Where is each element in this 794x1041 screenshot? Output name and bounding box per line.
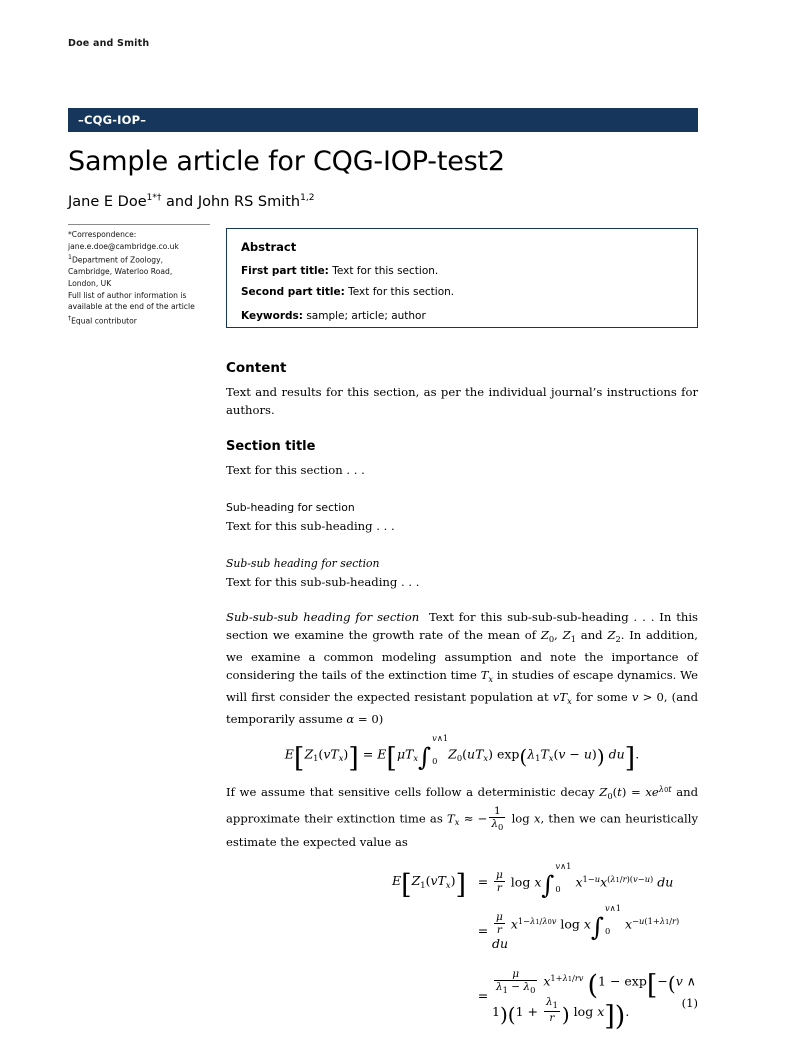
author-two-affil-marker: 1,2 xyxy=(300,193,315,203)
heading-subsubsub: Sub-sub-sub heading for section xyxy=(226,610,420,624)
journal-banner-label: –CQG-IOP– xyxy=(78,113,147,127)
abstract-part-2-label: Second part title: xyxy=(241,286,345,298)
main-column xyxy=(226,360,698,1041)
equation-line-3: = $\frac{\mu}{\lambda_1 - \lambda_0}$ $x^{1+\lambda 1/rv}$ (1 − exp[−(v ∧ 1)(1 + $\frac{\lambda_1}{r}$ ) log x]). (1) xyxy=(477,967,698,1032)
correspondence-divider xyxy=(68,224,210,225)
abstract-part-2-text: Text for this section. xyxy=(348,286,455,298)
affiliation-marker: 1 xyxy=(68,254,72,262)
abstract-box xyxy=(226,228,698,328)
author-two-name: John RS Smith xyxy=(197,193,301,210)
author-list xyxy=(68,193,708,210)
dagger-marker: † xyxy=(68,314,72,322)
equal-contributor-text: Equal contributor xyxy=(71,316,137,326)
affiliation-line-1 xyxy=(68,252,210,266)
equation-unnumbered: $E[Z_1(vT_x)] = E[\mu T_x\int$ v∧1 0 $Z_0(uT_x) \exp(\lambda_1T_x(v - u))$ du]. xyxy=(284,732,640,774)
keywords-label: Keywords: xyxy=(241,310,303,322)
heading-section-title: Section title xyxy=(226,439,316,454)
paragraph-section: Text for this section . . . xyxy=(226,463,365,477)
running-head: Doe and Smith xyxy=(68,38,150,49)
author-one-affil-marker: 1*† xyxy=(146,193,162,203)
heading-subsub: Sub-sub heading for section xyxy=(226,557,380,570)
correspondence-email[interactable]: jane.e.doe@cambridge.co.uk xyxy=(68,241,179,251)
paragraph-sub: Text for this sub-heading . . . xyxy=(226,519,395,533)
equal-contributor-note xyxy=(68,313,210,327)
journal-banner xyxy=(68,108,698,132)
keywords-line xyxy=(241,310,683,322)
author-info-note-1: Full list of author information is xyxy=(68,290,187,300)
heading-sub: Sub-heading for section xyxy=(226,501,355,514)
equation-line-1: $E[Z_1(vT_x)]$ = $\frac{\mu}{r}$ log x∫ v∧1 0 $x^{1-u}x^{(\lambda 1/r)(v-u)}$ du xyxy=(391,860,674,901)
paragraph-content: Text and results for this section, as per the individual journal’s instructions for authors. xyxy=(226,385,698,417)
equation-number: (1) xyxy=(681,995,698,1010)
author-conjunction: and xyxy=(161,193,198,210)
abstract-part-1-label: First part title: xyxy=(241,265,329,277)
abstract-heading: Abstract xyxy=(241,240,297,254)
author-one-name: Jane E Doe xyxy=(68,193,147,210)
keywords-text: sample; article; author xyxy=(306,310,426,322)
author-info-note-2: available at the end of the article xyxy=(68,302,195,312)
affiliation-department: Department of Zoology, xyxy=(71,255,164,265)
heading-content: Content xyxy=(226,360,287,376)
paragraph-after-equation: If we assume that sensitive cells follow a deterministic decay $Z_0(t) = xe^{\lambda 0t}$ and approximate their extinction time as $T_x$ ≈ − $\frac{1}{\lambda_0}$ log x, then we can heuristically estimate the expected value as xyxy=(226,783,699,849)
abstract-part-1 xyxy=(241,265,683,277)
abstract-part-2 xyxy=(241,286,683,298)
paragraph-subsubsub: Sub-sub-sub heading for section Text for this sub-sub-sub-heading . . . In this section we examine the growth rate of the mean of $Z_0$, $Z_1$ and $Z_2$. In addition, we examine a common modeling assumption and note the importance of considering the tails of the extinction time $T_x$ in studies of escape dynamics. We will first consider the expected resistant population at $vT_x$ for some v > 0, (and temporarily assume α = 0) xyxy=(226,610,698,726)
equation-line-2: = $\frac{\mu}{r}$ $x^{1-\lambda 1/\lambda 0v}$ log x∫ v∧1 0 $x^{-u(1+\lambda 1/r)}$ du xyxy=(477,902,680,951)
correspondence-label: *Correspondence: xyxy=(68,230,137,239)
abstract-part-1-text: Text for this section. xyxy=(332,265,439,277)
paragraph-subsub: Text for this sub-sub-heading . . . xyxy=(226,575,420,589)
affiliation-line-3: London, UK xyxy=(68,278,112,288)
equation-numbered-block xyxy=(226,860,698,1032)
correspondence-block xyxy=(68,224,210,327)
page-title: Sample article for CQG-IOP-test2 xyxy=(68,146,505,177)
affiliation-line-2: Cambridge, Waterloo Road, xyxy=(68,267,173,277)
